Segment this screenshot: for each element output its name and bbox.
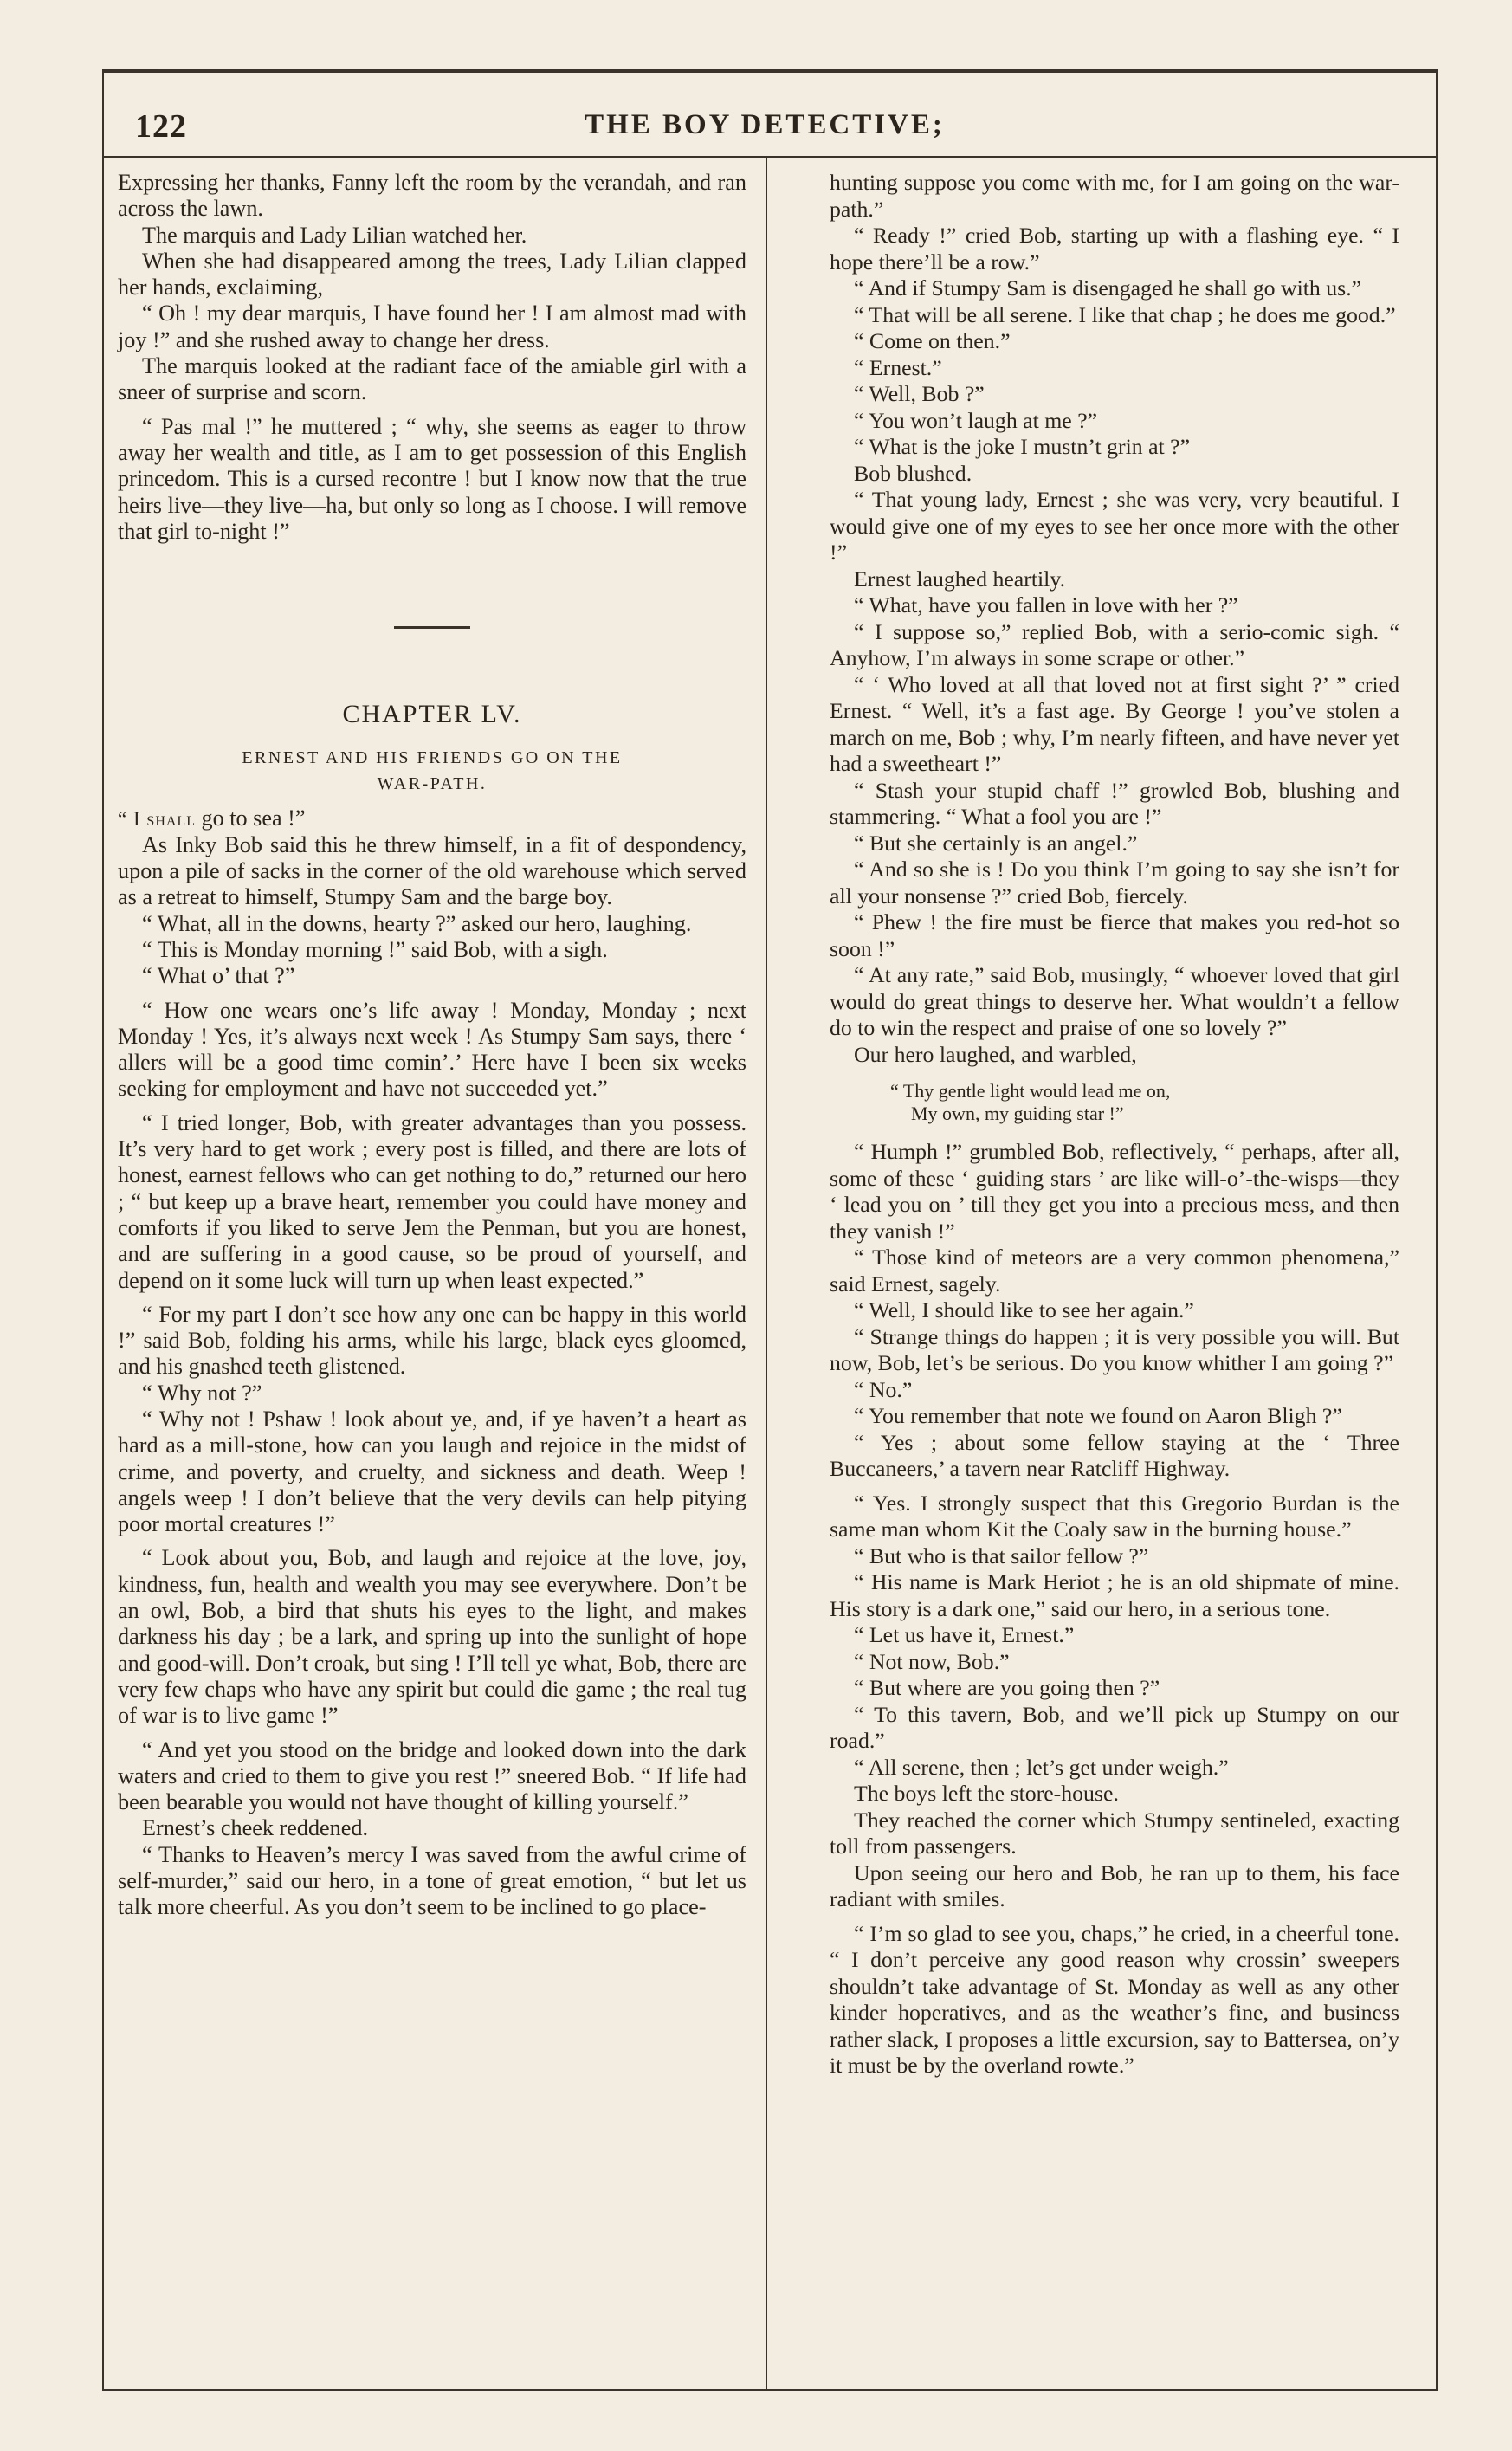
chapter-subtitle-line: WAR-PATH. xyxy=(377,774,488,794)
paragraph: “ Yes. I strongly suspect that this Gregorio Burdan is the same man whom Kit the Coaly saw in the burning house.” xyxy=(830,1490,1399,1542)
paragraph: “ ‘ Who loved at all that loved not at first sight ?’ ” cried Ernest. “ Well, it’s a fast age. By George ! you’ve stolen a march on me, Bob ; why, I’m nearly fifteen, and have never yet had a sweetheart !” xyxy=(830,671,1399,776)
page-header xyxy=(102,102,1427,154)
paragraph: “ Phew ! the fire must be fierce that makes you red-hot so soon !” xyxy=(830,909,1399,961)
paragraph: “ What, all in the downs, hearty ?” asked our hero, laughing. xyxy=(142,910,692,936)
paragraph: As Inky Bob said this he threw himself, in a fit of despondency, upon a pile of sacks in the corner of the old warehouse which served as a retreat to himself, Stumpy Sam and the barge boy. xyxy=(118,831,746,910)
paragraph: “ All serene, then ; let’s get under weigh.” xyxy=(854,1754,1229,1780)
paragraph: Ernest’s cheek reddened. xyxy=(142,1815,369,1841)
left-column xyxy=(118,170,746,1921)
chapter-opening xyxy=(118,805,746,831)
paragraph: “ Those kind of meteors are a very common phenomena,” said Ernest, sagely. xyxy=(830,1245,1399,1297)
running-title: THE BOY DETECTIVE; xyxy=(585,109,945,140)
paragraph: “ Well, Bob ?” xyxy=(854,381,985,406)
paragraph: “ Ernest.” xyxy=(854,354,942,380)
verse-line: My own, my guiding star !” xyxy=(911,1103,1124,1124)
paragraph: “ But who is that sailor fellow ?” xyxy=(854,1542,1149,1568)
paragraph: “ And so she is ! Do you think I’m going to say she isn’t for all your nonsense ?” cried Bob, fiercely. xyxy=(830,857,1399,909)
chapter-title: CHAPTER LV. xyxy=(342,700,522,729)
paragraph: “ That young lady, Ernest ; she was very, very beautiful. I would give one of my eyes to see her once more with the other !” xyxy=(830,487,1399,565)
paragraph: The marquis and Lady Lilian watched her. xyxy=(142,222,527,248)
paragraph: “ Well, I should like to see her again.” xyxy=(854,1297,1194,1323)
opening-rest: go to sea !” xyxy=(195,805,306,831)
paragraph: “ This is Monday morning !” said Bob, with a sigh. xyxy=(142,936,608,962)
paragraph: “ I suppose so,” replied Bob, with a serio-comic sigh. “ Anyhow, I’m always in some scrape or other.” xyxy=(830,618,1399,670)
section-divider xyxy=(394,626,470,629)
paragraph: “ Thanks to Heaven’s mercy I was saved from the awful crime of self-murder,” said our hero, in a tone of great emotion, “ but let us talk more cheerful. As you don’t seem to be inclined to go place- xyxy=(118,1841,746,1920)
paragraph: “ And if Stumpy Sam is disengaged he shall go with us.” xyxy=(854,275,1362,301)
verse-line: “ Thy gentle light would lead me on, xyxy=(890,1080,1171,1102)
paragraph: “ What is the joke I mustn’t grin at ?” xyxy=(854,434,1191,459)
paragraph: hunting suppose you come with me, for I am going on the war-path.” xyxy=(830,170,1399,222)
paragraph: “ But where are you going then ?” xyxy=(854,1675,1160,1700)
paragraph: “ Why not ! Pshaw ! look about ye, and, if ye haven’t a heart as hard as a mill-stone, how can you laugh and rejoice in the midst of crime, and poverty, and cruelty, and sickness and death. Weep ! angels weep ! I don’t believe that the very devils can help pitying poor mortal creatures !” xyxy=(118,1406,746,1537)
paragraph: “ What, have you fallen in love with her ?” xyxy=(854,592,1238,618)
paragraph: “ Humph !” grumbled Bob, reflectively, “ perhaps, after all, some of these ‘ guiding stars ’ are like will-o’-the-wisps—they ‘ lead you on ’ till they get you into a precious mess, and then they vanish !” xyxy=(830,1139,1399,1244)
bottom-rule xyxy=(102,2389,1438,2391)
paragraph: “ Stash your stupid chaff !” growled Bob, blushing and stammering. “ What a fool you are !” xyxy=(830,777,1399,829)
column-separator xyxy=(766,158,767,2390)
paragraph: “ For my part I don’t see how any one can be happy in this world !” said Bob, folding his arms, while his large, black eyes gloomed, and his gnashed teeth glistened. xyxy=(118,1301,746,1380)
paragraph: “ Let us have it, Ernest.” xyxy=(854,1622,1075,1647)
paragraph: The marquis looked at the radiant face of the amiable girl with a sneer of surprise and scorn. xyxy=(118,353,746,405)
paragraph: “ But she certainly is an angel.” xyxy=(854,830,1138,856)
paragraph: “ You won’t laugh at me ?” xyxy=(854,407,1098,433)
paragraph: “ Pas mal !” he muttered ; “ why, she seems as eager to throw away her wealth and title, as I am to get possession of this English princedom. This is a cursed recontre ! but I know now that the true heirs live—they live—ha, but only so long as I choose. I will remove that girl to-night !” xyxy=(118,413,746,544)
paragraph: “ That will be all serene. I like that chap ; he does me good.” xyxy=(854,301,1396,327)
right-margin-line xyxy=(1436,69,1438,2390)
paragraph: When she had disappeared among the trees, Lady Lilian clapped her hands, exclaiming, xyxy=(118,248,746,301)
paragraph: “ Not now, Bob.” xyxy=(854,1648,1010,1674)
paragraph: “ Oh ! my dear marquis, I have found her ! I am almost mad with joy !” and she rushed away to change her dress. xyxy=(118,301,746,352)
paragraph: Upon seeing our hero and Bob, he ran up to them, his face radiant with smiles. xyxy=(830,1859,1399,1911)
paragraph: “ Ready !” cried Bob, starting up with a flashing eye. “ I hope there’ll be a row.” xyxy=(830,223,1399,275)
verse-quote xyxy=(890,1080,1399,1125)
header-rule xyxy=(102,156,1438,158)
paragraph: “ At any rate,” said Bob, musingly, “ whoever loved that girl would do great things to deserve her. What wouldn’t a fellow do to win the respect and praise of one so lovely ?” xyxy=(830,962,1399,1040)
paragraph: “ I tried longer, Bob, with greater advantages than you possess. It’s very hard to get work ; every post is filled, and there are lots of honest, earnest fellows who can get nothing to do,” returned our hero ; “ but keep up a brave heart, remember you could have money and comforts if you liked to serve Jem the Penman, but you are honest, and are suffering in a good cause, so be proud of yourself, and depend on it some luck will turn up when least expected.” xyxy=(118,1109,746,1293)
paragraph: “ No.” xyxy=(854,1376,913,1402)
paragraph: They reached the corner which Stumpy sentineled, exacting toll from passengers. xyxy=(830,1807,1399,1859)
top-rule xyxy=(102,69,1438,73)
paragraph: “ To this tavern, Bob, and we’ll pick up Stumpy on our road.” xyxy=(830,1701,1399,1753)
paragraph: “ Look about you, Bob, and laugh and rejoice at the love, joy, kindness, fun, health and wealth you may see everywhere. Don’t be an owl, Bob, a bird that shuts his eyes to the light, and makes darkness his day ; be a lark, and spring up into the sunlight of hope and good-will. Don’t croak, but sing ! I’ll tell ye what, Bob, there are very few chaps who have any spirit but could die game ; the real tug of war is to live game !” xyxy=(118,1545,746,1729)
paragraph: The boys left the store-house. xyxy=(854,1781,1119,1806)
paragraph: “ You remember that note we found on Aaron Bligh ?” xyxy=(854,1403,1342,1428)
paragraph: “ Strange things do happen ; it is very possible you will. But now, Bob, let’s be serious. Do you know whither I am going ?” xyxy=(830,1323,1399,1375)
paragraph: Our hero laughed, and warbled, xyxy=(854,1041,1137,1067)
right-column xyxy=(830,170,1399,2079)
left-margin-line xyxy=(102,69,104,2390)
paragraph: “ What o’ that ?” xyxy=(142,963,295,989)
opening-smallcaps: “ I shall xyxy=(118,807,196,831)
paragraph: “ Why not ?” xyxy=(142,1380,262,1406)
paragraph: Ernest laughed heartily. xyxy=(854,566,1066,592)
paragraph: Bob blushed. xyxy=(854,460,972,486)
chapter-subtitle-line: ERNEST AND HIS FRIENDS GO ON THE xyxy=(242,748,623,768)
paragraph: “ Yes ; about some fellow staying at the ‘ Three Buccaneers,’ a tavern near Ratcliff Highway. xyxy=(830,1429,1399,1481)
paragraph: “ His name is Mark Heriot ; he is an old shipmate of mine. His story is a dark one,” said our hero, in a serious tone. xyxy=(830,1569,1399,1621)
paragraph: “ How one wears one’s life away ! Monday, Monday ; next Monday ! Yes, it’s always next week ! As Stumpy Sam says, there ‘ allers will be a good time comin’.’ Here have I been six weeks seeking for employment and have not succeeded yet.” xyxy=(118,997,746,1102)
chapter-subtitle xyxy=(118,745,746,797)
paragraph: “ I’m so glad to see you, chaps,” he cried, in a cheerful tone. “ I don’t perceive any good reason why crossin’ sweepers shouldn’t take advantage of St. Monday as well as any other kinder hoperatives, and as the weather’s fine, and business rather slack, I proposes a little excursion, say to Battersea, on’y it must be by the overland rowte.” xyxy=(830,1920,1399,2078)
paragraph: “ And yet you stood on the bridge and looked down into the dark waters and cried to them to give you rest !” sneered Bob. “ If life had been bearable you would not have thought of killing yourself.” xyxy=(118,1736,746,1815)
paragraph: Expressing her thanks, Fanny left the room by the verandah, and ran across the lawn. xyxy=(118,170,746,222)
page-number: 122 xyxy=(135,108,187,145)
paragraph: “ Come on then.” xyxy=(854,328,1011,353)
